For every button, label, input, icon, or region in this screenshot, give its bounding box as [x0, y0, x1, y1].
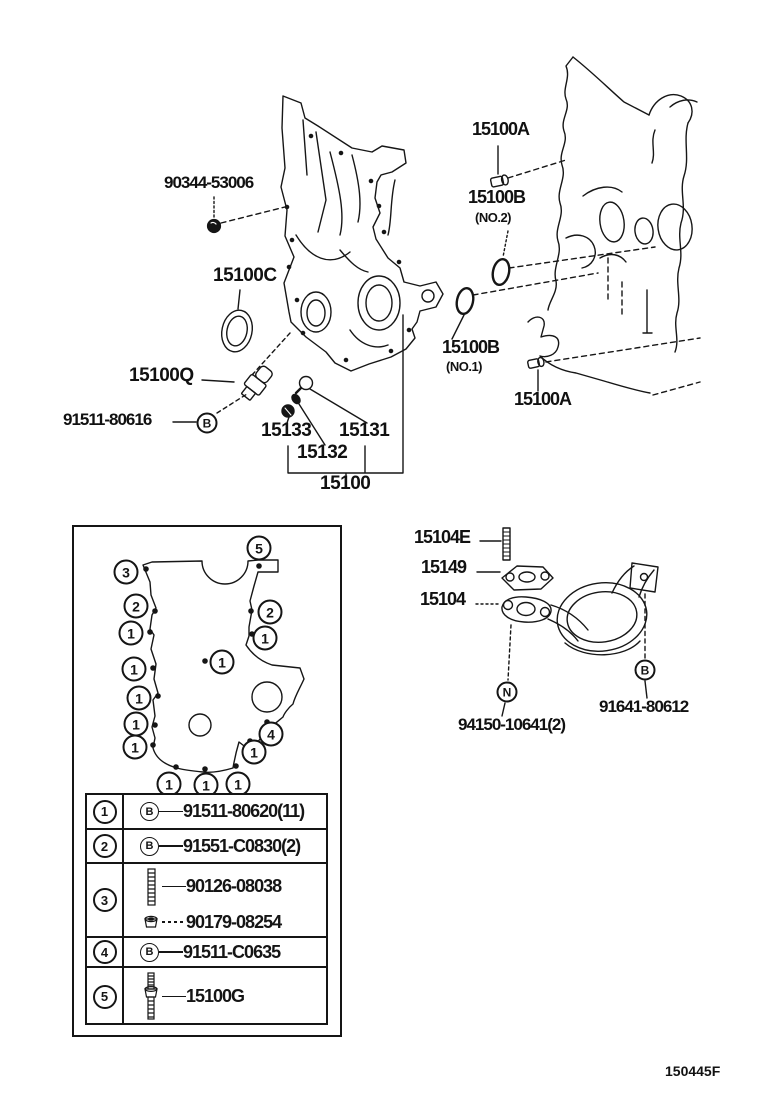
label-15100b-no2: 15100B	[468, 187, 526, 207]
table-row	[87, 864, 326, 938]
nut-subrow	[140, 912, 326, 933]
gasket-hole-1	[506, 573, 514, 581]
circled-b-marker-91641: B	[635, 660, 656, 681]
label-no2: (NO.2)	[475, 210, 511, 225]
bracket-hole	[641, 574, 648, 581]
label-15131: 15131	[339, 420, 390, 441]
row-number-cell	[87, 795, 124, 828]
fastener-table	[85, 793, 328, 1025]
cover-ribs	[296, 120, 395, 347]
label-15132: 15132	[297, 442, 348, 463]
callout-1: 1	[253, 626, 278, 651]
row-content-cell	[124, 795, 326, 828]
label-91641-80612: 91641-80612	[599, 697, 689, 716]
gasket-slot	[519, 572, 535, 582]
callout-1: 1	[124, 712, 149, 737]
callout-1: 1	[242, 740, 267, 765]
bolt-b-icon	[140, 837, 159, 856]
label-no1: (NO.1)	[446, 359, 482, 374]
stud-threads	[503, 532, 510, 556]
seal-outer	[218, 307, 256, 354]
stud-bolt-icon	[140, 868, 162, 906]
flange-hole-1	[504, 601, 513, 610]
part-number: 15100G	[186, 986, 245, 1006]
oil-seal-15100c-part	[218, 307, 256, 354]
leader-b-to-text	[645, 681, 647, 698]
label-90344-53006: 90344-53006	[164, 173, 254, 192]
row-number-badge: 2	[93, 834, 117, 858]
leader-cover-to-sensor	[252, 333, 290, 375]
row-content-cell	[124, 864, 326, 936]
row-number-cell	[87, 830, 124, 862]
stud-15104e-part	[503, 528, 510, 560]
bolt-b-letter: B	[145, 840, 154, 852]
nut-90344-part	[208, 220, 221, 233]
part-number: 90126-08038	[186, 876, 282, 896]
table-row	[87, 795, 326, 830]
callout-3: 3	[114, 560, 139, 585]
label-15100b-no1: 15100B	[442, 337, 500, 357]
callout-1: 1	[119, 621, 144, 646]
circled-n-marker-94150: N	[497, 682, 518, 703]
leader-b-to-sensor	[217, 394, 247, 413]
leader-90344-dashed	[221, 207, 285, 223]
callout-4: 4	[259, 722, 284, 747]
row-number-badge: 1	[93, 800, 117, 824]
bolt-b-letter: B	[145, 946, 154, 958]
flange-hole-2	[541, 608, 550, 617]
block-top-edge	[573, 57, 649, 115]
row-number-badge: 3	[93, 888, 117, 912]
block-bore-3	[655, 202, 695, 252]
leader-15100b-no2	[503, 231, 508, 257]
block-details	[566, 130, 655, 268]
crank-opening-inner	[366, 285, 392, 321]
side-boss	[422, 290, 434, 302]
stud-nut-subrows	[140, 868, 326, 933]
strainer-15104-part	[502, 563, 658, 657]
gasket-15149-part	[502, 566, 553, 590]
label-15100: 15100	[320, 473, 371, 494]
crank-opening	[358, 276, 400, 330]
nut-icon	[140, 915, 162, 929]
block-vertical-line	[643, 290, 652, 333]
callout-2-right: 2	[258, 600, 283, 625]
leader-15100q	[202, 380, 234, 382]
plug-15100a-top-part	[490, 174, 509, 187]
row-content-cell	[124, 938, 326, 966]
stud-subrow	[140, 868, 326, 906]
oring-no1-part	[454, 287, 475, 316]
figure-code: 150445F	[665, 1063, 721, 1079]
row-number-cell	[87, 938, 124, 966]
callout-1: 1	[226, 772, 251, 797]
callout-1: 1	[122, 657, 147, 682]
sensor-top	[254, 365, 274, 385]
bracket-arm	[612, 566, 654, 597]
leader-15131	[310, 389, 367, 423]
part-number: 91551-C0830(2)	[183, 835, 301, 856]
plug-15100a-bottom-part	[527, 357, 545, 369]
label-91511-80616: 91511-80616	[63, 410, 152, 429]
callout-1: 1	[194, 773, 219, 798]
label-15149: 15149	[421, 557, 467, 577]
part-number: 91511-80620(11)	[183, 801, 305, 821]
bolt-b-icon	[140, 943, 159, 962]
leader-line	[159, 811, 183, 813]
callout-1: 1	[123, 735, 148, 760]
label-15104e: 15104E	[414, 527, 471, 547]
leader-line	[159, 845, 183, 847]
callout-1: 1	[127, 686, 152, 711]
leader-line	[162, 886, 186, 888]
leader-line	[162, 996, 186, 998]
oil-seal-boss-inner	[307, 300, 325, 326]
seal-inner	[224, 314, 250, 348]
block-left-edge	[548, 57, 573, 310]
label-15100c: 15100C	[213, 265, 277, 286]
pin-15132-part	[290, 393, 301, 405]
leader-plug-top-dashed	[508, 160, 566, 178]
block-hidden-lines	[608, 258, 700, 395]
timing-cover-drawing	[281, 96, 443, 371]
callout-1: 1	[157, 772, 182, 797]
engine-block-drawing	[528, 57, 700, 395]
block-right-top	[649, 95, 697, 123]
callout-5: 5	[247, 536, 272, 561]
row-number-cell	[87, 968, 124, 1025]
leader-15100c	[238, 290, 240, 309]
part-number: 90179-08254	[186, 911, 282, 932]
leader-flange-to-n	[508, 625, 511, 680]
callout-1: 1	[210, 650, 235, 675]
label-15100a-bottom: 15100A	[514, 389, 572, 409]
stud-assembly-icon	[140, 972, 162, 1022]
label-15133: 15133	[261, 420, 312, 441]
leader-15100b-no1	[452, 315, 464, 339]
sensor-tip	[241, 387, 255, 401]
row-content-cell	[124, 830, 326, 862]
cover-bolt-holes	[285, 134, 412, 363]
flange-center	[517, 603, 535, 616]
block-bore-1	[597, 201, 626, 244]
label-94150-10641: 94150-10641(2)	[458, 715, 565, 734]
row-number-badge: 4	[93, 940, 117, 964]
block-pan-rail	[528, 317, 650, 393]
cover-outline	[281, 96, 443, 371]
leader-line	[159, 951, 183, 953]
row-number-cell	[87, 864, 124, 936]
table-row	[87, 830, 326, 864]
label-15100q: 15100Q	[129, 365, 194, 386]
circled-b-marker-91511: B	[197, 413, 218, 434]
block-right-side	[675, 123, 688, 352]
label-15100a-top: 15100A	[472, 119, 530, 139]
row-number-badge: 5	[93, 985, 117, 1009]
block-bore-2	[633, 217, 654, 245]
leader-line-dotted	[162, 921, 186, 923]
label-15104: 15104	[420, 589, 466, 609]
gasket-hole-2	[541, 572, 549, 580]
row-content-cell	[124, 968, 326, 1025]
bolt-b-icon	[140, 802, 159, 821]
gasket-plate	[502, 566, 553, 590]
table-row	[87, 938, 326, 968]
ball-15131-neck	[296, 388, 301, 393]
part-number: 91511-C0635	[183, 941, 281, 962]
bracket-tab	[630, 563, 658, 592]
table-row	[87, 968, 326, 1025]
leader-oring-no2-dashed	[509, 247, 655, 268]
callout-2-left: 2	[124, 594, 149, 619]
bolt-b-letter: B	[145, 805, 154, 818]
oring-no2-part	[490, 258, 511, 287]
plug-cap	[501, 174, 509, 185]
